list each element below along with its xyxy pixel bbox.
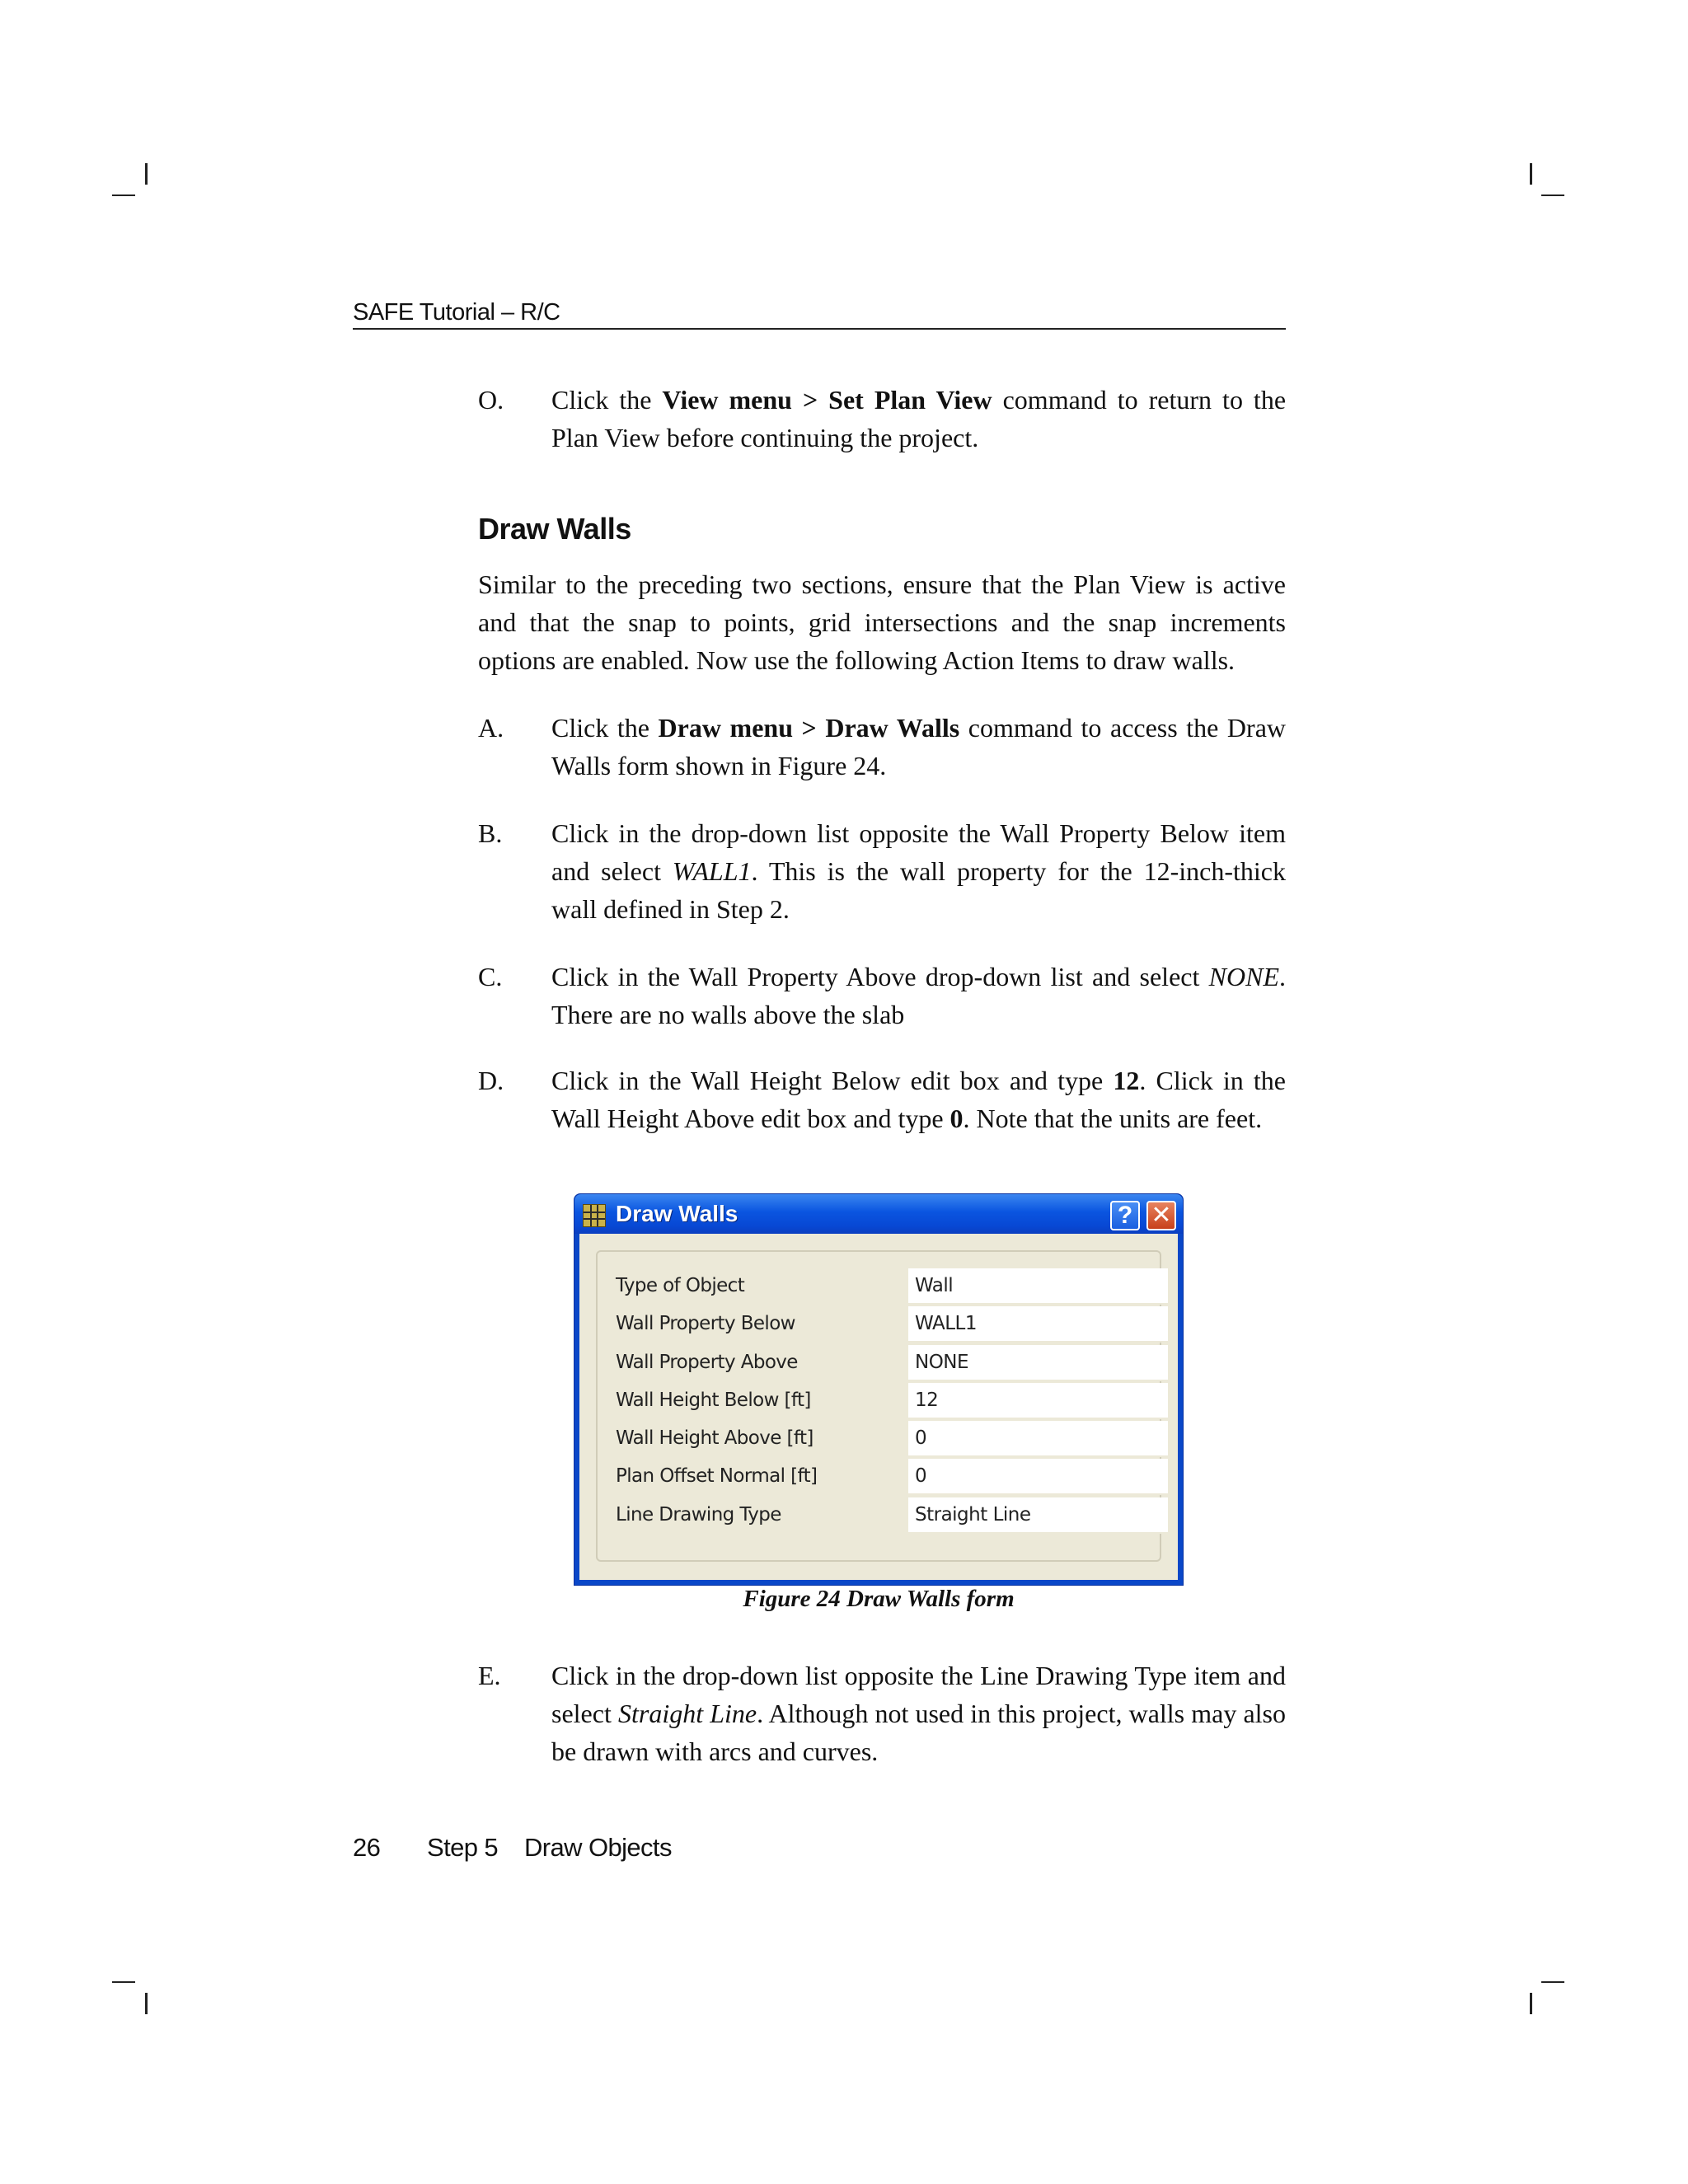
crop-mark (1530, 1993, 1532, 2014)
property-row-type-of-object (607, 1268, 1168, 1306)
wall-property-above-dropdown[interactable]: NONE (908, 1345, 1168, 1381)
text-run: . Note that the units are feet. (963, 1104, 1263, 1133)
text-run: Click in the Wall Height Below edit box and type (551, 1066, 1114, 1095)
item-letter: A. (478, 713, 504, 743)
crop-mark (112, 1981, 135, 1983)
draw-walls-dialog (574, 1193, 1184, 1586)
help-icon: ? (1117, 1202, 1133, 1229)
property-label: Wall Height Below [ft] (616, 1389, 811, 1411)
type-of-object-value: Wall (908, 1268, 1168, 1305)
property-label: Line Drawing Type (616, 1503, 781, 1526)
item-text (551, 1062, 1286, 1137)
crop-mark (1541, 1981, 1564, 1983)
italic-text: Straight Line (617, 1699, 757, 1728)
item-letter: O. (478, 385, 504, 415)
bold-text: 12 (1113, 1066, 1140, 1095)
running-title: SAFE Tutorial – R/C (353, 299, 560, 326)
property-label: Plan Offset Normal [ft] (616, 1465, 818, 1488)
text-run: . There are no walls above the slab (551, 962, 1286, 1029)
step-item-a (478, 709, 1286, 785)
text-run: . This is the wall property for the 12-inch-thick wall defined in Step 2. (551, 856, 1287, 924)
close-button[interactable] (1146, 1201, 1176, 1230)
dialog-title: Draw Walls (616, 1201, 738, 1226)
properties-grid (607, 1268, 1168, 1535)
footer-step: Step 5 (427, 1833, 499, 1862)
crop-mark (145, 1993, 148, 2014)
property-row-line-drawing-type (607, 1497, 1168, 1535)
item-text (551, 381, 1286, 457)
page-number: 26 (353, 1833, 381, 1862)
crop-mark (1541, 194, 1564, 196)
bold-text: View menu > Set Plan View (662, 385, 992, 415)
property-row-wall-height-above (607, 1421, 1168, 1459)
property-label: Wall Property Below (616, 1313, 795, 1335)
text-run: command to return to the Plan View before continuing the project. (551, 385, 1287, 452)
text-run: Click in the drop-down list opposite the Line Drawing Type item and select (551, 1661, 1286, 1728)
item-text (551, 709, 1286, 785)
bold-text: Draw menu > Draw Walls (658, 713, 960, 743)
step-item-c (478, 958, 1286, 1033)
figure-caption: Figure 24 Draw Walls form (743, 1586, 1015, 1612)
item-letter: B. (478, 818, 503, 848)
text-run: Click the (551, 385, 663, 415)
section-intro: Similar to the preceding two sections, ensure that the Plan View is active and that the snap to points, grid intersections and the snap increments options are enabled. Now use the following Action Items to draw walls. (478, 569, 1286, 675)
step-item-e (478, 1657, 1286, 1770)
property-label: Type of Object (616, 1275, 745, 1296)
running-header (353, 297, 1286, 330)
wall-height-below-input[interactable]: 12 (908, 1383, 1168, 1419)
line-drawing-type-dropdown[interactable]: Straight Line (908, 1497, 1168, 1534)
step-item-o (478, 381, 1286, 457)
text-run: . Click in the Wall Height Above edit box and type (551, 1066, 1287, 1133)
step-item-b (478, 814, 1286, 928)
properties-groupbox (596, 1250, 1161, 1562)
item-letter: E. (478, 1661, 501, 1690)
italic-text: WALL1 (672, 856, 752, 886)
footer-chapter: Draw Objects (524, 1833, 672, 1862)
property-label: Wall Property Above (616, 1351, 798, 1373)
item-text (551, 958, 1286, 1033)
item-letter: D. (478, 1066, 504, 1095)
dialog-client-area (579, 1234, 1178, 1580)
help-button[interactable] (1110, 1201, 1140, 1230)
close-icon: ✕ (1151, 1202, 1172, 1229)
crop-mark (1530, 163, 1532, 185)
bold-text: 0 (950, 1104, 964, 1133)
text-run: Click in the Wall Property Above drop-down list and select (551, 962, 1209, 991)
plan-offset-normal-input[interactable]: 0 (908, 1459, 1168, 1495)
property-label: Wall Height Above [ft] (616, 1427, 814, 1450)
property-row-wall-height-below (607, 1383, 1168, 1421)
text-run: . Although not used in this project, walls may also be drawn with arcs and curves. (551, 1699, 1287, 1766)
item-letter: C. (478, 962, 503, 991)
crop-mark (145, 163, 148, 185)
grid-app-icon (583, 1204, 606, 1227)
property-row-wall-property-above (607, 1345, 1168, 1383)
property-row-wall-property-below (607, 1306, 1168, 1344)
step-item-d (478, 1062, 1286, 1137)
wall-height-above-input[interactable]: 0 (908, 1421, 1168, 1457)
item-text (551, 1657, 1286, 1770)
section-heading: Draw Walls (478, 512, 631, 546)
item-text (551, 814, 1286, 928)
text-run: Click the (551, 713, 659, 743)
italic-text: NONE (1208, 962, 1279, 991)
crop-mark (112, 194, 135, 196)
text-run: command to access the Draw Walls form shown in Figure 24. (551, 713, 1286, 780)
property-row-plan-offset-normal (607, 1459, 1168, 1497)
text-run: Click in the drop-down list opposite the Wall Property Below item and select (551, 818, 1286, 886)
dialog-titlebar[interactable] (574, 1194, 1183, 1234)
wall-property-below-dropdown[interactable]: WALL1 (908, 1306, 1168, 1343)
